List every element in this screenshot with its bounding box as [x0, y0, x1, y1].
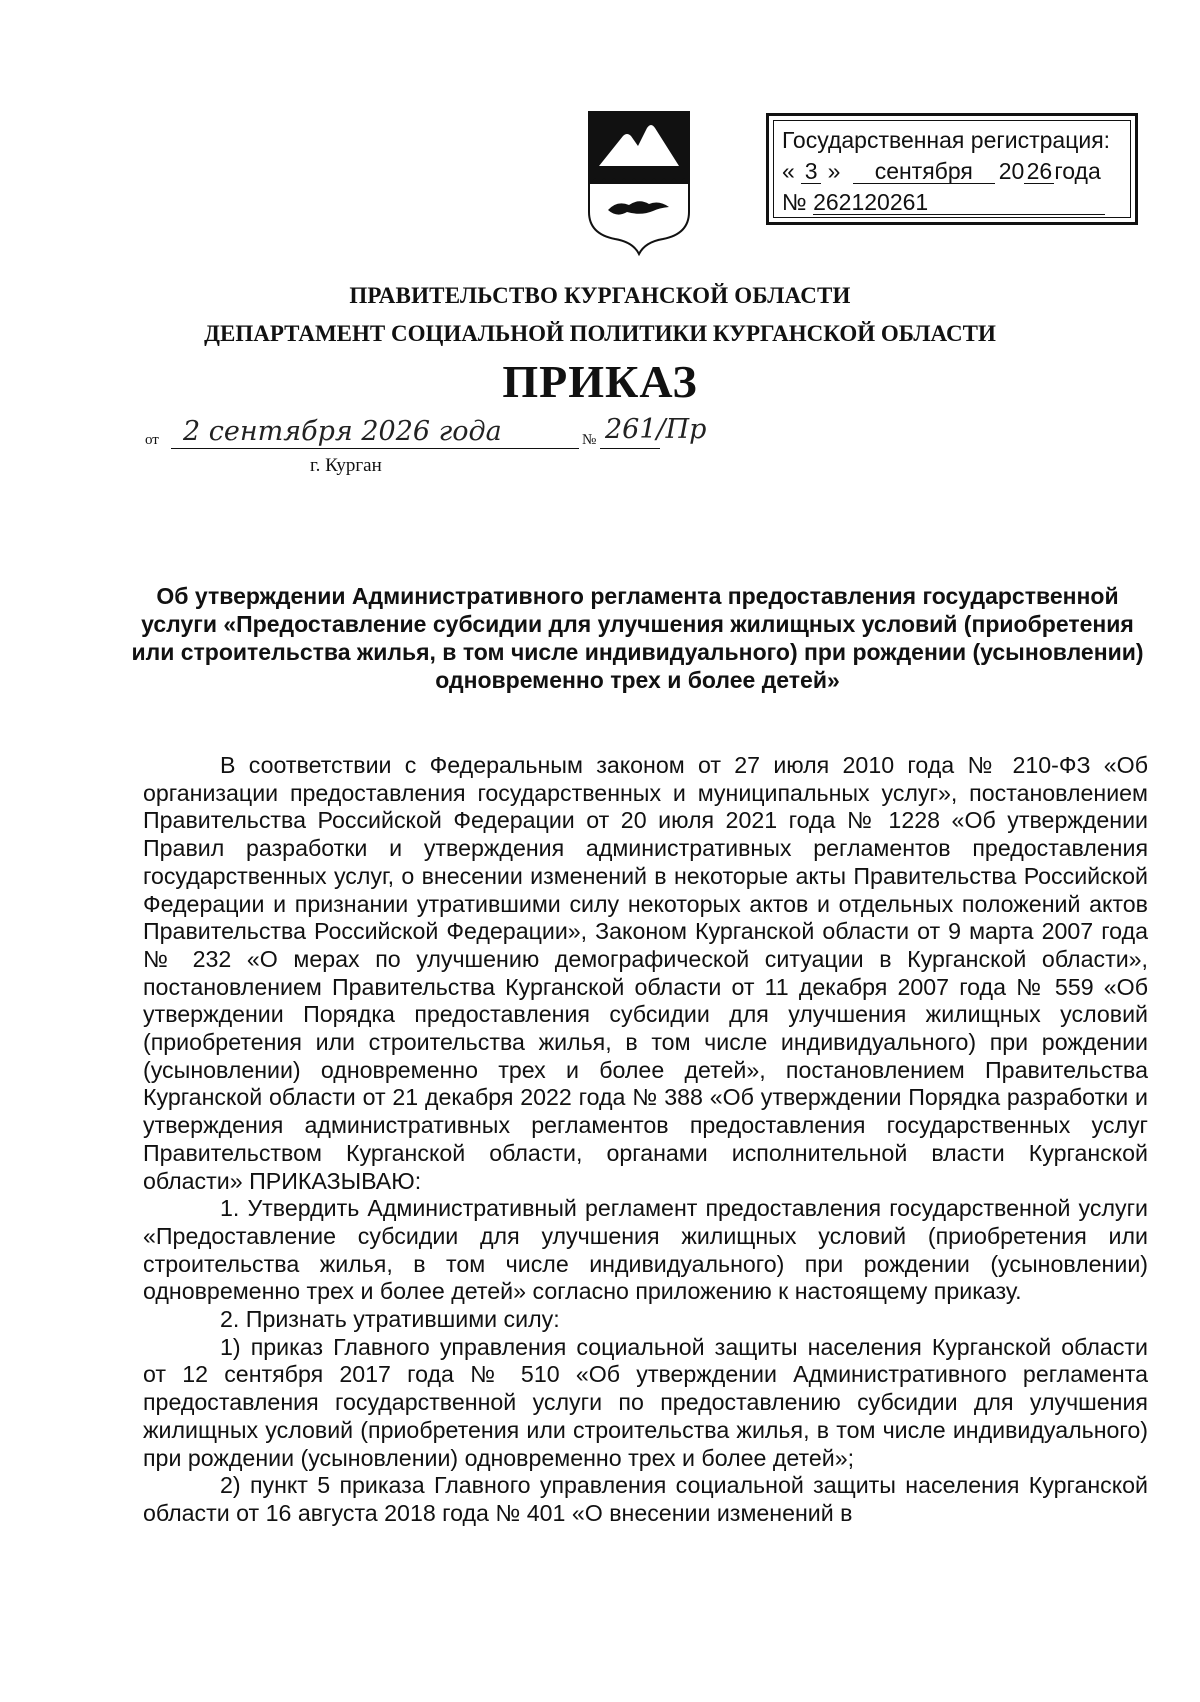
- body-paragraph-subitem-2: 2) пункт 5 приказа Главного управления социальной защиты населения Курганской области от 16 августа 2018 года № 401 «О внесении изменений в: [143, 1472, 1148, 1526]
- from-label: от: [145, 432, 159, 448]
- body-paragraph-subitem-1: 1) приказ Главного управления социальной защиты населения Курганской области от 12 сентября 2017 года № 510 «Об утверждении Административного регламента предоставления государственной услуги по предоставлению субсидии для улучшения жилищных условий (приобретения или строительства жилья, в том числе индивидуального) при рождении (усыновлении) одновременно трех и более детей»;: [143, 1333, 1148, 1471]
- handwritten-number: 261/Пр: [605, 414, 707, 445]
- coat-of-arms-emblem: [583, 108, 695, 258]
- number-underline: [600, 448, 660, 449]
- body-paragraph-item-2: 2. Признать утратившими силу:: [220, 1306, 560, 1333]
- order-number-label: №: [582, 432, 597, 448]
- department-title: ДЕПАРТАМЕНТ СОЦИАЛЬНОЙ ПОЛИТИКИ КУРГАНСКОЙ ОБЛАСТИ: [204, 321, 996, 346]
- document-title: Об утверждении Административного регламента предоставления государственной услуги «Предоставление субсидии для улучшения жилищных условий (приобретения или строительства жилья, в том числе индивидуального) при рождении (усыновлении) одновременно трех и более детей»: [131, 583, 1144, 693]
- registration-number: 262120261: [813, 190, 1105, 215]
- registration-number-label: №: [782, 189, 807, 215]
- registration-title: Государственная регистрация:: [782, 127, 1111, 153]
- registration-number-line: [782, 187, 1122, 218]
- registration-year-suffix: 26: [1024, 159, 1054, 184]
- date-underline: [171, 448, 579, 449]
- government-title: ПРАВИТЕЛЬСТВО КУРГАНСКОЙ ОБЛАСТИ: [349, 283, 851, 308]
- document-body: [143, 752, 1148, 1528]
- city-label: г. Курган: [310, 455, 382, 476]
- registration-date-line: [782, 156, 1122, 187]
- registration-month: сентября: [853, 159, 995, 184]
- registration-stamp: [766, 113, 1138, 225]
- order-date-number-line: [145, 414, 745, 482]
- registration-year-word: года: [1054, 158, 1101, 184]
- handwritten-date: 2 сентября 2026 года: [183, 416, 502, 447]
- registration-quote-open: «: [782, 158, 795, 184]
- registration-quote-close: »: [827, 158, 841, 184]
- body-paragraph-item-1: 1. Утвердить Административный регламент предоставления государственной услуги «Предоставление субсидии для улучшения жилищных условий (приобретения или строительства жилья, в том числе индивидуального) при рождении (усыновлении) одновременно трех и более детей» согласно приложению к настоящему приказу.: [143, 1195, 1148, 1305]
- registration-day: 3: [801, 159, 821, 184]
- body-paragraph-preamble: В соответствии с Федеральным законом от 27 июля 2010 года № 210-ФЗ «Об организации предоставления государственных и муниципальных услуг», постановлением Правительства Российской Федерации от 20 июля 2021 года № 1228 «Об утверждении Правил разработки и утверждения административных регламентов предоставления государственных услуг, о внесении изменений в некоторые акты Правительства Российской Федерации и признании утратившими силу некоторых актов и отдельных положений актов Правительства Российской Федерации», Законом Курганской области от 9 марта 2007 года № 232 «О мерах по улучшению демографической ситуации в Курганской области», постановлением Правительства Курганской области от 11 декабря 2007 года № 559 «Об утверждении Порядка предоставления субсидии для улучшения жилищных условий (приобретения или строительства жилья, в том числе индивидуального) при рождении (усыновлении) одновременно трех и более детей», постановлением Правительства Курганской области от 21 декабря 2022 года № 388 «Об утверждении Порядка разработки и утверждения административных регламентов предоставления государственных услуг Правительством Курганской области, органами исполнительной власти Курганской области» ПРИКАЗЫВАЮ:: [143, 752, 1148, 1194]
- registration-year-prefix: 20: [998, 158, 1025, 184]
- order-heading: ПРИКАЗ: [502, 356, 698, 407]
